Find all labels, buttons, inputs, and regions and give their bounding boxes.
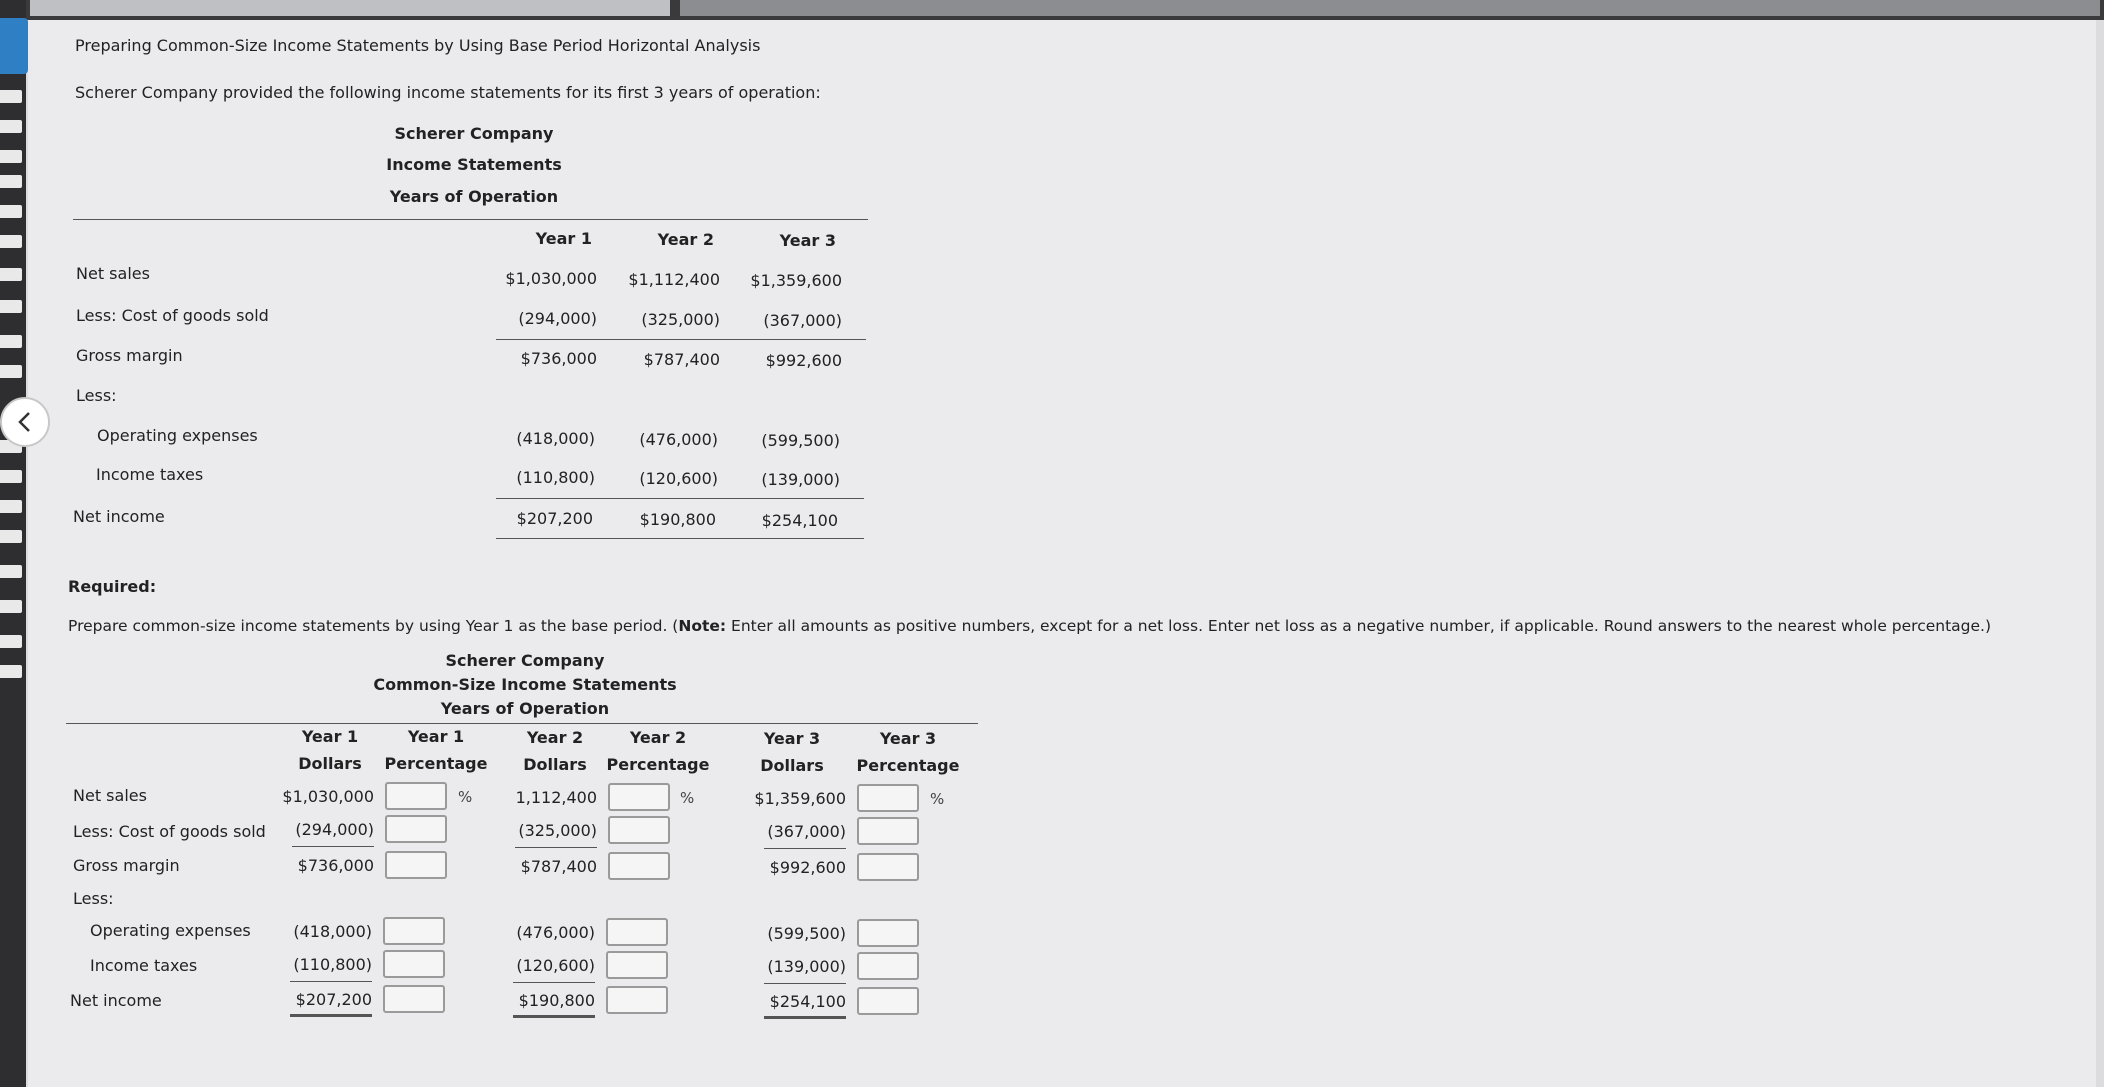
year3-percentage-input[interactable] — [857, 952, 919, 980]
row-label: Operating expenses — [90, 921, 251, 940]
nav-item[interactable] — [0, 470, 22, 483]
nav-item[interactable] — [0, 530, 22, 543]
divider — [496, 339, 866, 340]
instructions-prefix: Prepare common-size income statements by using Year 1 as the base period. ( — [68, 617, 679, 635]
cell-value: $207,200 — [516, 509, 593, 528]
dollar-value: $1,359,600 — [754, 789, 846, 808]
nav-item[interactable] — [0, 175, 22, 188]
cell-value: (599,500) — [761, 431, 840, 450]
year2-percentage-input[interactable] — [606, 986, 668, 1014]
year3-percentage-input[interactable] — [857, 919, 919, 947]
col-header: Dollars — [760, 756, 824, 775]
row-label: Net sales — [73, 786, 147, 805]
divider — [764, 983, 846, 984]
col-header: Year 2 — [526, 728, 584, 747]
nav-item[interactable] — [0, 665, 22, 678]
left-nav-rail — [0, 0, 26, 1087]
year1-percentage-input[interactable] — [385, 851, 447, 879]
intro-text: Scherer Company provided the following income statements for its first 3 years of operation: — [75, 83, 821, 102]
percent-symbol: % — [930, 790, 945, 808]
divider — [496, 538, 864, 539]
nav-item[interactable] — [0, 120, 22, 133]
nav-item[interactable] — [0, 205, 22, 218]
row-label: Net income — [73, 507, 165, 526]
cell-value: $1,359,600 — [750, 271, 842, 290]
col-header: Year 2 — [629, 728, 687, 747]
year1-percentage-input[interactable] — [385, 782, 447, 810]
table2-period: Years of Operation — [440, 699, 610, 718]
dollar-value: (599,500) — [767, 924, 846, 943]
dollar-value: (120,600) — [516, 956, 595, 975]
dollar-value: $736,000 — [297, 856, 374, 875]
cell-value: (120,600) — [639, 469, 718, 488]
cell-value: $787,400 — [643, 350, 720, 369]
year1-percentage-input[interactable] — [383, 950, 445, 978]
year2-percentage-input[interactable] — [606, 951, 668, 979]
percent-symbol: % — [680, 789, 695, 807]
back-button[interactable] — [0, 397, 50, 447]
row-label: Income taxes — [90, 956, 198, 975]
col-header: Year 1 — [301, 727, 359, 746]
col-header: Percentage — [856, 756, 960, 775]
cell-value: $736,000 — [520, 349, 597, 368]
instructions-note: Note: — [678, 617, 727, 635]
dollar-value: $992,600 — [769, 858, 846, 877]
year3-percentage-input[interactable] — [857, 784, 919, 812]
dollar-value: (325,000) — [518, 821, 597, 840]
dollar-value: (139,000) — [767, 957, 846, 976]
row-label: Less: — [73, 889, 114, 908]
instructions-suffix: Enter all amounts as positive numbers, except for a net loss. Enter net loss as a negative number, if applicable. Round answers to the nearest whole percentage.) — [726, 617, 1992, 635]
col-header: Dollars — [523, 755, 587, 774]
divider — [73, 219, 868, 220]
address-strip — [680, 0, 2100, 16]
table2-company: Scherer Company — [445, 651, 605, 670]
col-header: Percentage — [384, 754, 488, 773]
nav-item[interactable] — [0, 268, 22, 281]
percent-symbol: % — [458, 788, 473, 806]
col-header: Year 3 — [879, 729, 937, 748]
cell-value: $992,600 — [765, 351, 842, 370]
cell-value: $1,112,400 — [628, 270, 720, 289]
cell-value: (110,800) — [516, 468, 595, 487]
row-label: Less: Cost of goods sold — [73, 822, 266, 841]
year3-percentage-input[interactable] — [857, 853, 919, 881]
nav-item[interactable] — [0, 300, 22, 313]
row-label: Operating expenses — [97, 426, 258, 445]
table1-year3-header: Year 3 — [779, 231, 836, 250]
dollar-value: $254,100 — [769, 992, 846, 1011]
table1-company: Scherer Company — [394, 124, 554, 143]
cell-value: $1,030,000 — [505, 269, 597, 288]
row-label: Less: — [76, 386, 117, 405]
row-label: Net sales — [76, 264, 150, 283]
dollar-value: (110,800) — [293, 955, 372, 974]
row-label: Net income — [70, 991, 162, 1010]
page-title: Preparing Common-Size Income Statements by Using Base Period Horizontal Analysis — [75, 36, 761, 55]
row-label: Income taxes — [96, 465, 204, 484]
year3-percentage-input[interactable] — [857, 817, 919, 845]
year1-percentage-input[interactable] — [383, 917, 445, 945]
year2-percentage-input[interactable] — [608, 816, 670, 844]
year3-percentage-input[interactable] — [857, 987, 919, 1015]
year1-percentage-input[interactable] — [385, 815, 447, 843]
nav-item[interactable] — [0, 150, 22, 163]
active-nav-indicator[interactable] — [0, 18, 28, 74]
nav-item[interactable] — [0, 635, 22, 648]
browser-top-bar — [0, 0, 2104, 20]
col-header: Year 1 — [407, 727, 465, 746]
col-header: Year 3 — [763, 729, 821, 748]
table1-year1-header: Year 1 — [535, 229, 592, 248]
nav-item[interactable] — [0, 500, 22, 513]
table1-statement: Income Statements — [386, 155, 562, 174]
cell-value: (418,000) — [516, 429, 595, 448]
cell-value: $190,800 — [639, 510, 716, 529]
divider — [513, 982, 595, 983]
nav-item[interactable] — [0, 90, 22, 103]
divider — [290, 981, 372, 982]
year2-percentage-input[interactable] — [608, 852, 670, 880]
row-label: Gross margin — [76, 346, 183, 365]
nav-item[interactable] — [0, 365, 22, 378]
dollar-value: $207,200 — [295, 990, 372, 1009]
cell-value: (325,000) — [641, 310, 720, 329]
dollar-value: (294,000) — [295, 820, 374, 839]
divider — [496, 498, 864, 499]
dollar-value: $1,030,000 — [282, 787, 374, 806]
dollar-value: (418,000) — [293, 922, 372, 941]
dollar-value: (476,000) — [516, 923, 595, 942]
cell-value: (294,000) — [518, 309, 597, 328]
divider — [515, 847, 597, 848]
row-label: Less: Cost of goods sold — [76, 306, 269, 325]
dollar-value: $787,400 — [520, 857, 597, 876]
cell-value: (139,000) — [761, 470, 840, 489]
divider — [66, 723, 978, 724]
double-underline — [764, 1016, 846, 1019]
row-label: Gross margin — [73, 856, 180, 875]
chevron-left-icon — [12, 409, 38, 435]
year2-percentage-input[interactable] — [606, 918, 668, 946]
table1-period: Years of Operation — [389, 187, 559, 206]
double-underline — [290, 1014, 372, 1017]
cell-value: (367,000) — [763, 311, 842, 330]
double-underline — [513, 1015, 595, 1018]
cell-value: $254,100 — [761, 511, 838, 530]
nav-item[interactable] — [0, 335, 22, 348]
dollar-value: 1,112,400 — [515, 788, 597, 807]
dollar-value: (367,000) — [767, 822, 846, 841]
col-header: Dollars — [298, 754, 362, 773]
col-header: Percentage — [606, 755, 710, 774]
nav-item[interactable] — [0, 600, 22, 613]
instructions-text — [68, 617, 1991, 635]
tab-strip — [30, 0, 670, 16]
year1-percentage-input[interactable] — [383, 985, 445, 1013]
dollar-value: $190,800 — [518, 991, 595, 1010]
required-heading: Required: — [68, 577, 157, 596]
divider — [292, 846, 374, 847]
nav-item[interactable] — [0, 235, 22, 248]
cell-value: (476,000) — [639, 430, 718, 449]
nav-item[interactable] — [0, 565, 22, 578]
table2-statement: Common-Size Income Statements — [373, 675, 677, 694]
year2-percentage-input[interactable] — [608, 783, 670, 811]
table1-year2-header: Year 2 — [657, 230, 714, 249]
divider — [764, 848, 846, 849]
